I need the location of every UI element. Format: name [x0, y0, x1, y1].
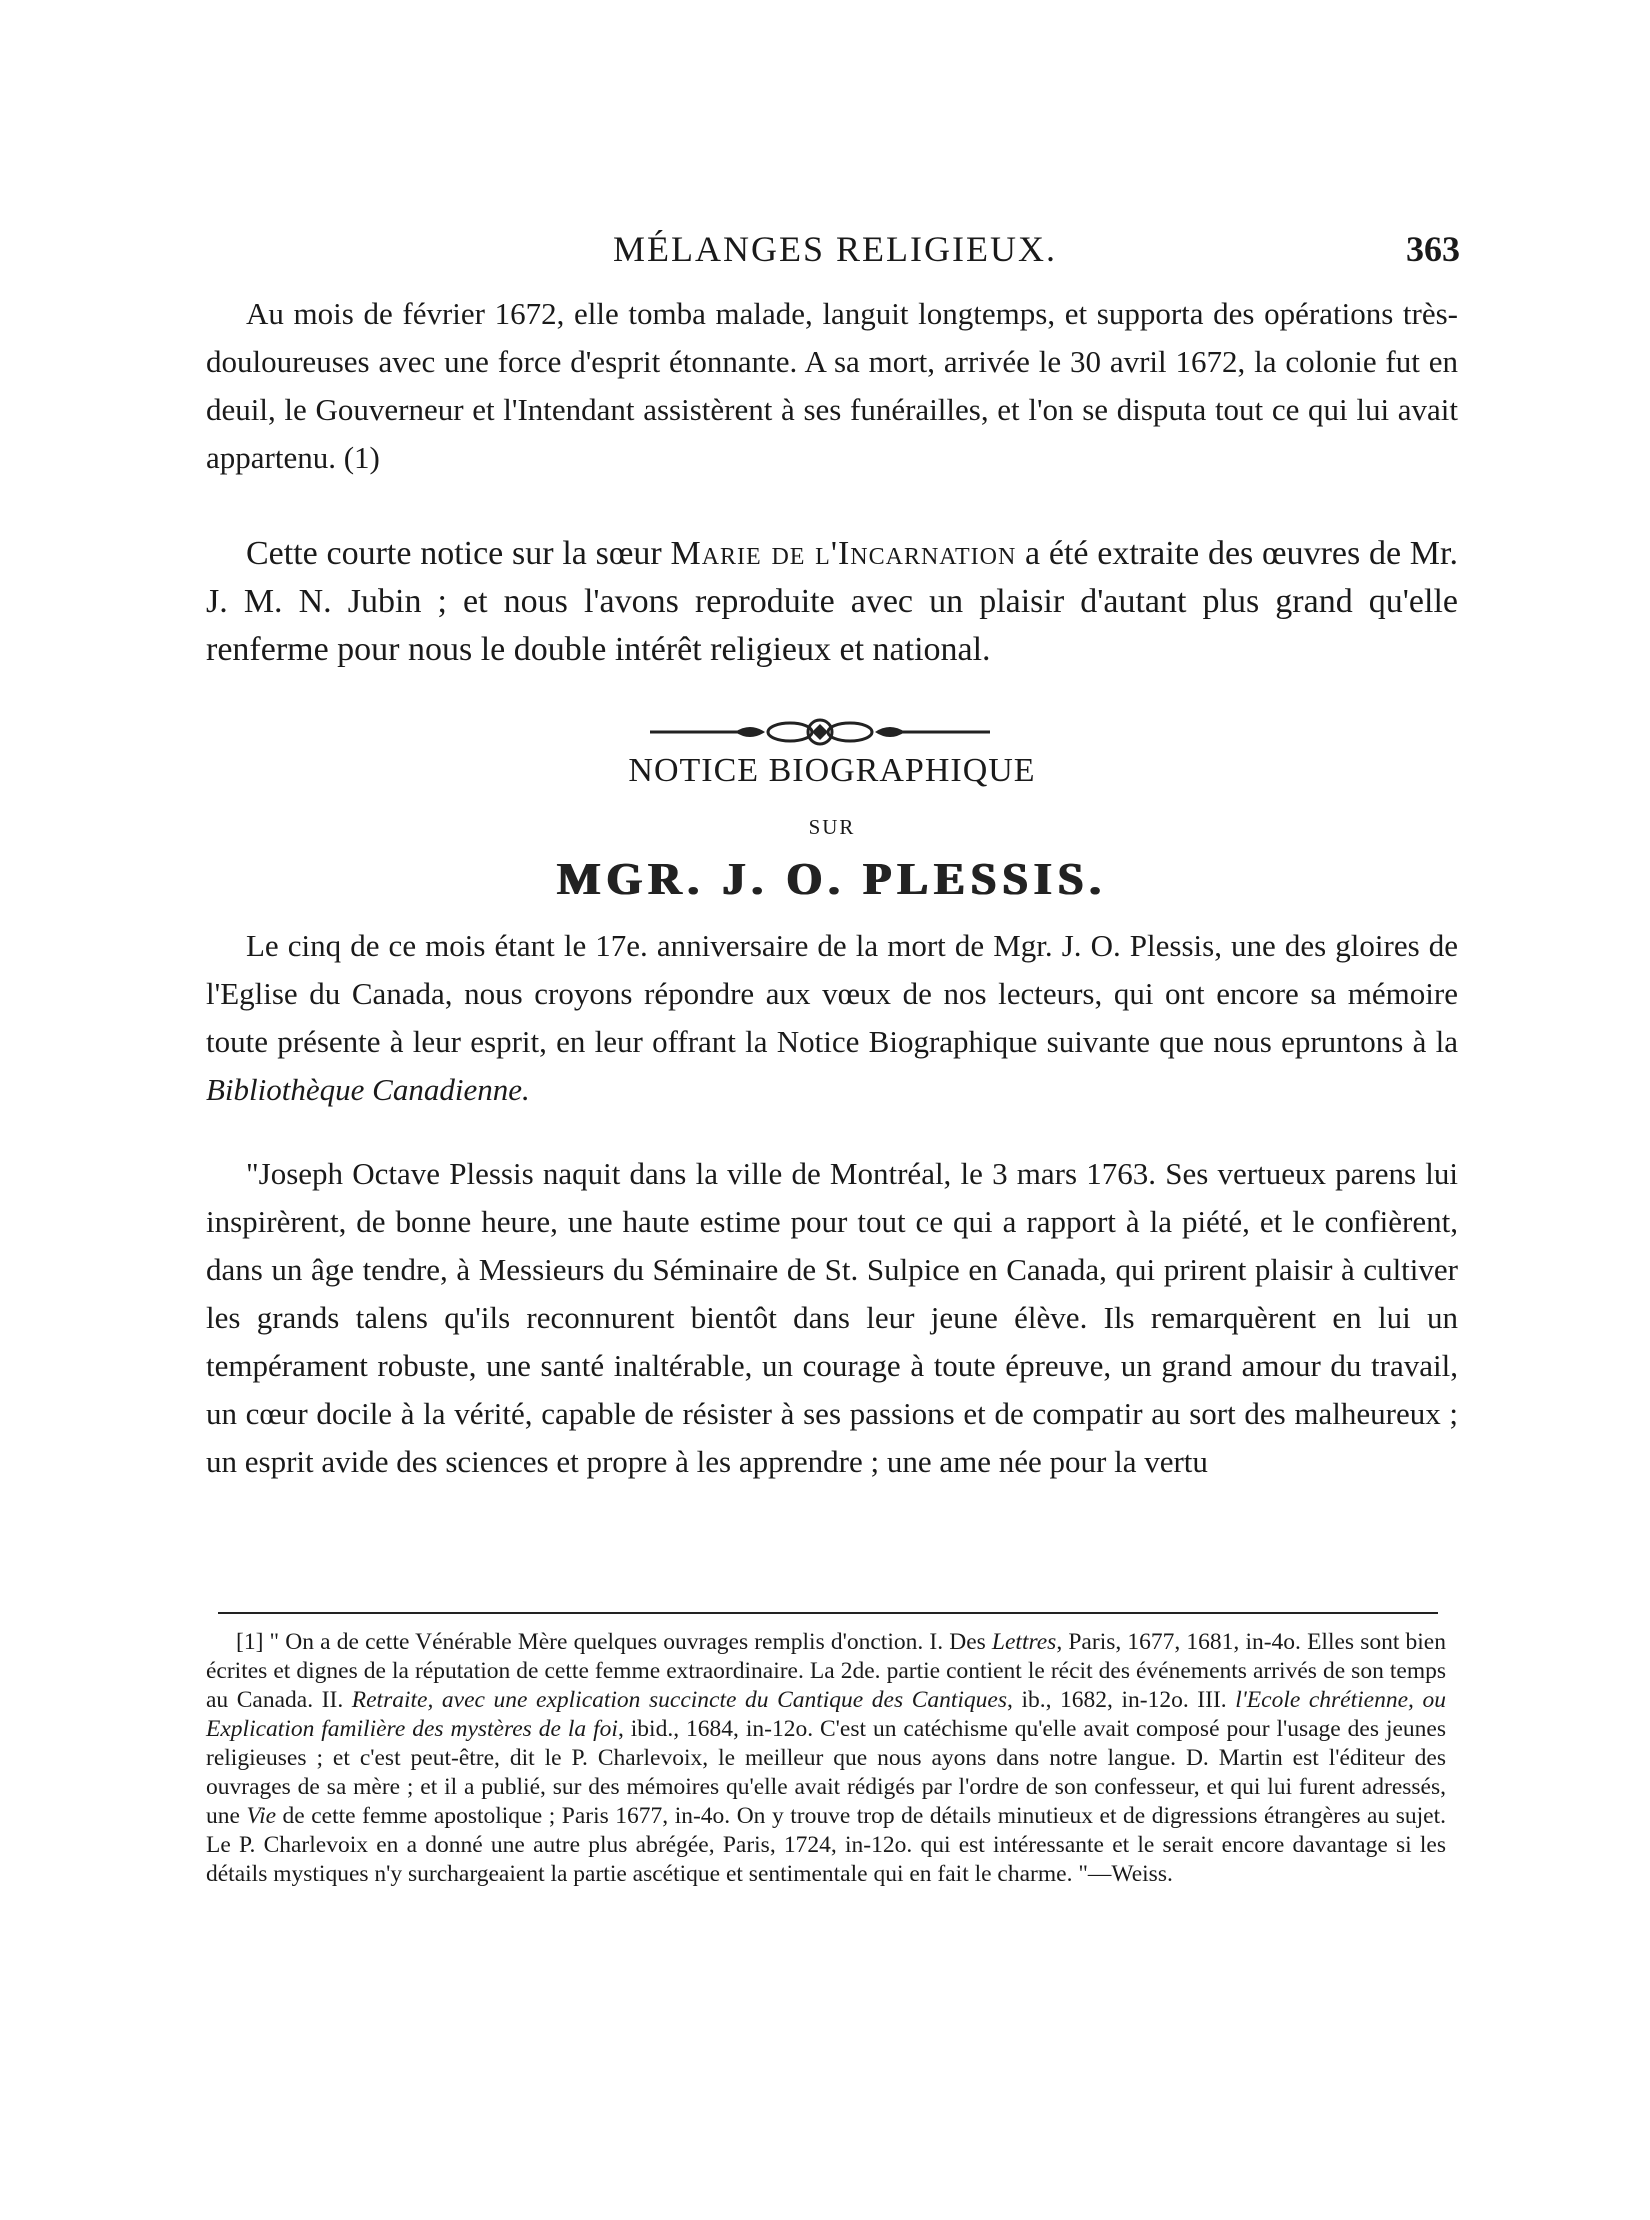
paragraph-text [206, 922, 1458, 1114]
paragraph-text-start: Le cinq de ce mois étant le 17e. anniversaire de la mort de Mgr. J. O. Plessis, une des gloires de l'Eglise du Canada, nous croyons répondre aux vœux de nos lecteurs, qui ont encore sa mémoire toute présente à leur esprit, en leur offrant la Notice Biographique suivante que nous epruntons à la [206, 928, 1458, 1059]
footnote-part: de cette femme apostolique ; Paris 1677, in-4o. On y trouve trop de détails minutieux et de digressions étrangères au sujet. Le P. Charlevoix en a donné une autre plus abrégée, Paris, 1724, in-12o. qui est intéressante et le serait encore davantage si les détails mystiques n'y surchargeaient la partie ascétique et sentimentale qui en fait le charme. "—Weiss. [206, 1803, 1446, 1887]
footnote-part: , ibid., 1684, in-12o. C'est un catéchisme qu'elle avait composé pour l'usage des jeunes religieuses ; et c'est peut-être, dit le P. Charlevoix, le meilleur que nous ayons dans notre langue. D. Martin est l'éditeur des ouvrages de sa mère ; et il a publié, sur des mémoires qu'elle avait rédigés par l'ordre de son confesseur, et qui lui furent adressés, une [206, 1716, 1446, 1829]
notice-sur: SUR [808, 815, 856, 839]
footnote-part: [1] " On a de cette Vénérable Mère quelques ouvrages remplis d'onction. I. Des [236, 1629, 992, 1655]
paragraph-source-note [206, 530, 1458, 674]
paragraph-text [206, 530, 1458, 674]
paragraph-text: "Joseph Octave Plessis naquit dans la ville de Montréal, le 3 mars 1763. Ses vertueux parens lui inspirèrent, de bonne heure, une haute estime pour tout ce qui a rapport à la piété, et le confièrent, dans un âge tendre, à Messieurs du Séminaire de St. Sulpice en Canada, qui prirent plaisir à cultiver les grands talens qu'ils reconnurent bientôt dans leur jeune élève. Ils remarquèrent en lui un tempérament robuste, une santé inaltérable, un courage à toute épreuve, un grand amour du travail, un cœur docile à la vérité, capable de résister à ses passions et de compatir au sort des malheureux ; un esprit avide des sciences et propre à les apprendre ; une ame née pour la vertu [206, 1156, 1458, 1479]
paragraph-text: Au mois de février 1672, elle tomba malade, languit longtemps, et supporta des opérations très-douloureuses avec une force d'esprit étonnante. A sa mort, arrivée le 30 avril 1672, la colonie fut en deuil, le Gouverneur et l'Intendant assistèrent à ses funérailles, et l'on se disputa tout ce qui lui avait appartenu. (1) [206, 296, 1458, 475]
footnote-title: l'Ecole chrétienne, ou Explication familière des mystères de la foi [206, 1687, 1446, 1742]
book-title: Bibliothèque Canadienne. [206, 1072, 530, 1107]
paragraph-text-start: Cette courte notice sur la sœur [246, 535, 671, 572]
ornament-divider [640, 712, 1000, 752]
running-head [210, 228, 1460, 278]
footnote-text [206, 1628, 1446, 1889]
paragraph-text-end: a été extraite des œuvres de Mr. J. M. N. Jubin ; et nous l'avons reproduite avec un plaisir d'autant plus grand qu'elle renferme pour nous le double intérêt religieux et national. [206, 535, 1458, 668]
person-name: Marie de l'Incarnation [670, 535, 1017, 572]
footnote-title: Retraite, avec une explication succincte du Cantique des Cantiques [351, 1687, 1008, 1713]
footnote-title: Vie [246, 1803, 277, 1829]
page-number: 363 [1406, 229, 1460, 269]
paragraph-illness [206, 290, 1458, 482]
footnote-rule [218, 1612, 1438, 1614]
paragraph-intro [206, 922, 1458, 1114]
footnote-title: Lettres [991, 1629, 1057, 1655]
footnote [206, 1628, 1446, 1889]
notice-name: MGR. J. O. PLESSIS. [557, 853, 1107, 904]
running-title: MÉLANGES RELIGIEUX. [613, 229, 1057, 269]
notice-title: NOTICE BIOGRAPHIQUE [628, 752, 1036, 789]
paragraph-biography [206, 1150, 1458, 1486]
footnote-part: , Paris, 1677, 1681, in-4o. Elles sont bien écrites et dignes de la réputation de cette femme extraordinaire. La 2de. partie contient le récit des événements arrivés de son temps au Canada. II. [206, 1629, 1446, 1713]
footnote-part: , ib., 1682, in-12o. III. [1007, 1687, 1236, 1713]
